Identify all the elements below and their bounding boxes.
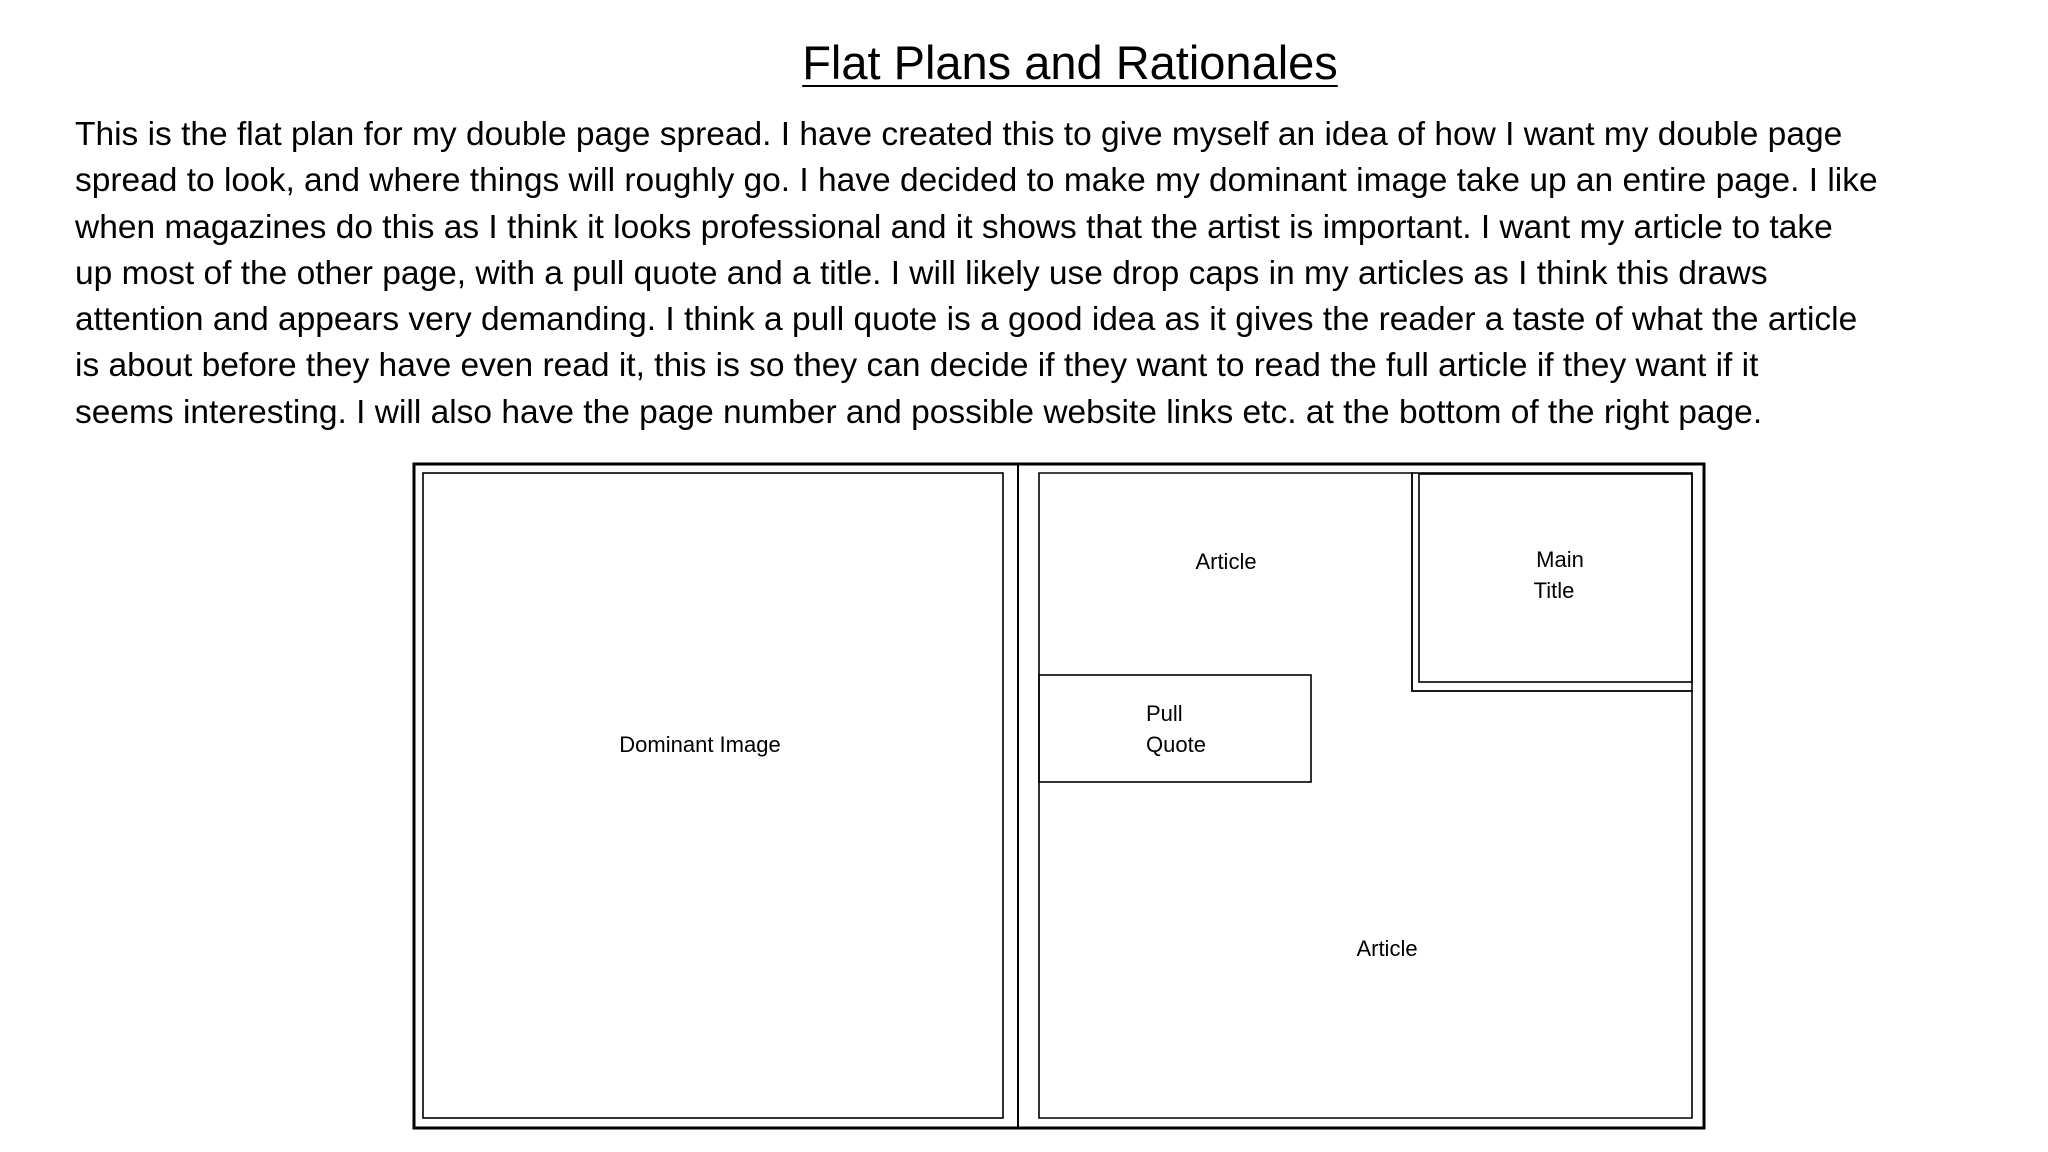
rationale-paragraph — [75, 112, 2015, 436]
rationale-line: seems interesting. I will also have the page number and possible website links etc. at the bottom of the right page. — [75, 393, 1763, 431]
rationale-line: This is the flat plan for my double page spread. I have created this to give myself an idea of how I want my double page — [75, 116, 1843, 153]
article-bottom-label: Article — [1356, 936, 1418, 961]
rationale-line: when magazines do this as I think it looks professional and it shows that the artist is important. I want my article to take — [75, 208, 1833, 246]
article-region-outline — [1039, 473, 1692, 1118]
pull-quote-label-line1: Pull — [1146, 701, 1183, 726]
main-title-box-outer — [1412, 473, 1692, 691]
rationale-line: attention and appears very demanding. I think a pull quote is a good idea as it gives the reader a taste of what the article — [75, 301, 1858, 339]
pull-quote-box — [1039, 675, 1311, 782]
main-title-label-line2: Title — [1533, 578, 1575, 603]
dominant-image-box — [423, 473, 1003, 1118]
rationale-line: is about before they have even read it, this is so they can decide if they want to read the full article if they want if it — [75, 347, 1759, 385]
rationale-line: spread to look, and where things will roughly go. I have decided to make my dominant image take up an entire page. I like — [75, 162, 1878, 200]
article-top-label: Article — [1195, 549, 1257, 574]
pull-quote-label-line2: Quote — [1146, 732, 1206, 757]
rationale-line: up most of the other page, with a pull quote and a title. I will likely use drop caps in my articles as I think this draws — [75, 254, 1768, 292]
spread-outer-frame — [414, 464, 1704, 1128]
main-title-box — [1419, 474, 1692, 682]
main-title-label-line1: Main — [1536, 547, 1584, 572]
dominant-image-label: Dominant Image — [619, 732, 781, 757]
page-title: Flat Plans and Rationales — [802, 36, 1338, 89]
